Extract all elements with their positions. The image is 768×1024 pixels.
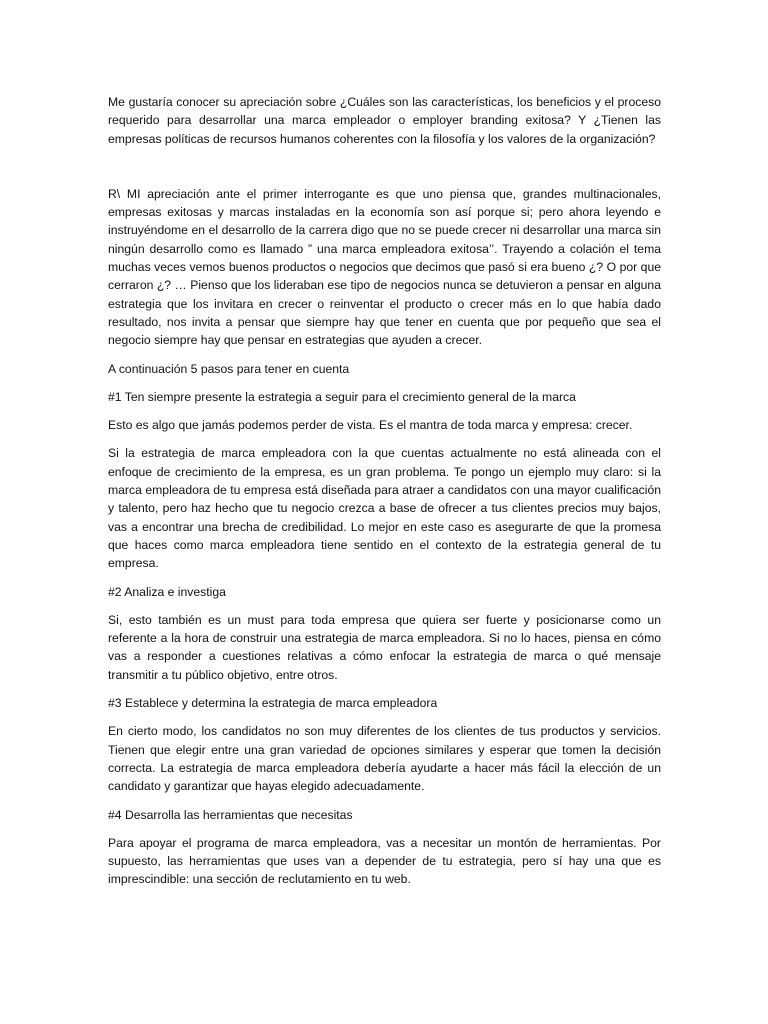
step3-paragraph-1: En cierto modo, los candidatos no son muy diferentes de los clientes de tus productos y servicios. Tienen que elegir entre una gran variedad de opciones similares y esperar que tomen la decisión correcta. La estrategia de marca empleadora debería ayudarte a hacer más fácil la elección de un candidato y garantizar que hayas elegido adecuadamente.	[108, 724, 661, 794]
answer-paragraph: R\ MI apreciación ante el primer interrogante es que uno piensa que, grandes multinacionales, empresas exitosas y marcas instaladas en la economía son así porque si; pero ahora leyendo e instruyéndome en el desarrollo de la carrera digo que no se puede crecer ni desarrollar una marca sin ningún desarrollo como es llamado ” una marca empleadora exitosa’’. Trayendo a colación el tema muchas veces vemos buenos productos o negocios que decimos que pasó si era bueno ¿? O por que cerraron ¿? … Pienso que los lideraban ese tipo de negocios nunca se detuvieron a pensar en alguna estrategia que los invitara en crecer o reinventar el producto o crecer más en lo que había dado resultado, nos invita a pensar que siempre hay que tener en cuenta que por pequeño que sea el negocio siempre hay que pensar en estrategias que ayuden a crecer.	[108, 186, 661, 348]
step1-heading: #1 Ten siempre presente la estrategia a seguir para el crecimiento general de la marca	[108, 389, 576, 404]
step4-heading: #4 Desarrolla las herramientas que necesitas	[108, 807, 353, 822]
step1-paragraph-1: Esto es algo que jamás podemos perder de vista. Es el mantra de toda marca y empresa: crecer.	[108, 418, 633, 433]
step2-heading: #2 Analiza e investiga	[108, 584, 226, 599]
step1-paragraph-2: Si la estrategia de marca empleadora con la que cuentas actualmente no está alineada con el enfoque de crecimiento de la empresa, es un gran problema. Te pongo un ejemplo muy claro: si la marca empleadora de tu empresa está diseñada para atraer a candidatos con una mayor cualificación y talento, pero haz hecho que tu negocio crezca a base de ofrecer a tus clientes precios muy bajos, vas a encontrar una brecha de credibilidad. Lo mejor en este caso es asegurarte de que la promesa que haces como marca empleadora tiene sentido en el contexto de la estrategia general de tu empresa.	[108, 446, 661, 571]
step3-heading: #3 Establece y determina la estrategia de marca empleadora	[108, 696, 438, 711]
step2-paragraph-1: Si, esto también es un must para toda empresa que quiera ser fuerte y posicionarse como un referente a la hora de construir una estrategia de marca empleadora. Si no lo haces, piensa en cómo vas a responder a cuestiones relativas a cómo enfocar la estrategia de marca o qué mensaje transmitir a tu público objetivo, entre otros.	[108, 612, 661, 682]
question-paragraph: Me gustaría conocer su apreciación sobre ¿Cuáles son las características, los beneficios y el proceso requerido para desarrollar una marca empleador o employer branding exitosa? Y ¿Tienen las empresas políticas de recursos humanos coherentes con la filosofía y los valores de la organización?	[108, 95, 661, 146]
document-page	[108, 93, 661, 899]
step4-paragraph-1: Para apoyar el programa de marca empleadora, vas a necesitar un montón de herramientas. Por supuesto, las herramientas que uses van a depender de tu estrategia, pero sí hay una que es imprescindible: una sección de reclutamiento en tu web.	[108, 835, 661, 887]
intro-line: A continuación 5 pasos para tener en cuenta	[108, 361, 350, 376]
